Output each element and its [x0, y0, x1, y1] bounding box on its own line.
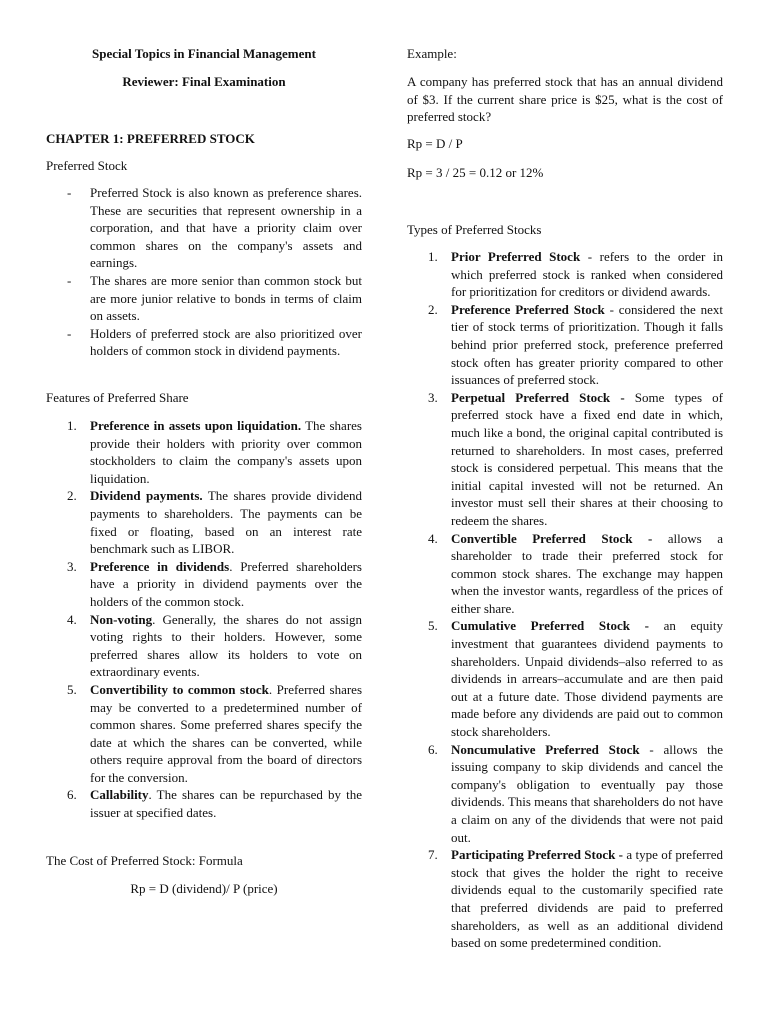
- list-number: 4.: [67, 611, 77, 627]
- list-item: [46, 325, 362, 360]
- feature-description: . Generally, the shares do not assign voting rights to their holders. However, some preferred shares allow its holders to vote on extraordinary events.: [90, 611, 362, 680]
- bullet-text: Holders of preferred stock are also prioritized over holders of common stock in dividend payments.: [90, 325, 362, 359]
- list-item: [46, 272, 362, 325]
- list-item: [407, 846, 723, 952]
- type-term: Noncumulative Preferred Stock: [451, 741, 640, 757]
- list-item: [46, 487, 362, 557]
- type-description: - refers to the order in which preferred stock is ranked when considered for prioritization for creditors or dividend awards.: [451, 249, 723, 300]
- list-item: [46, 786, 362, 821]
- type-description: - allows the issuing company to skip dividends and cancel the company's obligation to eventually pay those dividends. This means that shareholders do not have a claim on any of the dividends that were not paid out.: [451, 741, 723, 845]
- types-list: [407, 248, 723, 952]
- list-item: [407, 617, 723, 740]
- list-item: [407, 389, 723, 530]
- section-heading-types: Types of Preferred Stocks: [407, 222, 542, 237]
- list-number: 6.: [67, 787, 77, 803]
- feature-term: Callability: [90, 787, 149, 803]
- cost-formula: Rp = D (dividend)/ P (price): [130, 881, 278, 896]
- list-number: 5.: [428, 618, 438, 634]
- bullet-marker: -: [67, 325, 72, 341]
- document-subtitle: Reviewer: Final Examination: [122, 74, 286, 89]
- list-number: 5.: [67, 681, 77, 697]
- type-description: a type of preferred stock that gives the holder the right to receive dividends equal to the customarily specified rate that preferred dividends are paid to preferred shareholders, as well as an additional dividend based on some predetermined condition.: [451, 847, 723, 951]
- section-heading-preferred-stock: Preferred Stock: [46, 158, 128, 173]
- type-term: Participating Preferred Stock -: [451, 847, 624, 863]
- features-list: [46, 417, 362, 822]
- list-item: [407, 301, 723, 389]
- feature-term: Preference in dividends: [90, 558, 230, 574]
- list-item: [46, 681, 362, 787]
- preferred-stock-bullets: [46, 184, 362, 360]
- feature-description: . Preferred shares may be converted to a predetermined number of common shares. Some preferred shares specify the date at which the shares can be converted, while others require approval from the board of directors for the conversion.: [90, 681, 362, 785]
- example-formula-solution: Rp = 3 / 25 = 0.12 or 12%: [407, 165, 544, 180]
- feature-term: Dividend payments.: [90, 488, 203, 504]
- list-number: 7.: [428, 847, 438, 863]
- list-number: 6.: [428, 741, 438, 757]
- list-number: 2.: [67, 488, 77, 504]
- chapter-heading: CHAPTER 1: PREFERRED STOCK: [46, 131, 255, 146]
- list-number: 1.: [67, 418, 77, 433]
- type-description: allows a shareholder to trade their preferred stock for common stock shares. The exchange may happen when the investor wants, regardless of the prices of either share.: [451, 530, 724, 616]
- list-number: 3.: [428, 389, 438, 405]
- list-number: 4.: [428, 530, 438, 546]
- section-heading-cost: The Cost of Preferred Stock: Formula: [46, 853, 243, 868]
- example-formula-general: Rp = D / P: [407, 136, 463, 151]
- list-item: [46, 184, 362, 272]
- feature-description: . Preferred shareholders have a priority in dividend payments over the holders of the common stock.: [90, 558, 362, 609]
- example-label: Example:: [407, 46, 457, 61]
- list-item: [407, 248, 723, 301]
- feature-term: Convertibility to common stock: [90, 681, 269, 697]
- bullet-marker: -: [67, 272, 72, 288]
- document-title: Special Topics in Financial Management: [92, 46, 316, 61]
- feature-description: . The shares can be repurchased by the issuer at specified dates.: [90, 787, 362, 821]
- bullet-text: The shares are more senior than common stock but are more junior relative to bonds in terms of claim on assets.: [90, 272, 362, 324]
- bullet-text: Preferred Stock is also known as preference shares. These are securities that represent ownership in a corporation, and that have a priority claim over common shares on the company's assets and earnings.: [90, 185, 362, 271]
- list-item: [46, 558, 362, 611]
- feature-term: Non-voting: [90, 611, 153, 627]
- list-item: [46, 611, 362, 681]
- type-term: Perpetual Preferred Stock -: [451, 389, 625, 405]
- type-description: Some types of preferred stock have a fixed end date in which, much like a bond, the original capital contributed is returned to shareholders. In most cases, preferred stock is considered perpetual. This means that the initial capital invested will not be returned. An investor must sell their shares at their choosing to redeem the shares.: [451, 389, 723, 528]
- list-item: [407, 741, 723, 847]
- example-question: A company has preferred stock that has an annual dividend of $3. If the current share price is $25, what is the cost of preferred stock?: [407, 74, 723, 125]
- list-number: 2.: [428, 301, 438, 317]
- feature-term: Preference in assets upon liquidation.: [90, 418, 302, 433]
- type-term: Preference Preferred Stock: [451, 301, 605, 317]
- type-term: Cumulative Preferred Stock -: [451, 618, 649, 634]
- list-item: [46, 417, 362, 487]
- type-description: an equity investment that guarantees dividend payments to shareholders. Unpaid dividends–also referred to as dividends in arrears–accumulate and are then paid out at a future date. Those dividend payments are made before any dividends are paid out to common stock shareholders.: [451, 618, 723, 740]
- list-number: 3.: [67, 558, 77, 574]
- feature-description: The shares provide dividend payments to shareholders. The payments can be fixed or floating, based on an interest rate benchmark such as LIBOR.: [90, 488, 362, 557]
- type-description: - considered the next tier of stock terms of prioritization. Though it falls behind prior preferred stock, preference preferred stock often has greater priority compared to other issuances of preferred stock.: [451, 301, 723, 388]
- feature-description: The shares provide their holders with priority over common stockholders to claim the company's assets upon liquidation.: [90, 418, 362, 486]
- list-number: 1.: [428, 249, 438, 264]
- type-term: Convertible Preferred Stock -: [451, 530, 653, 546]
- bullet-marker: -: [67, 185, 72, 200]
- type-term: Prior Preferred Stock: [451, 249, 581, 264]
- list-item: [407, 530, 723, 618]
- section-heading-features: Features of Preferred Share: [46, 390, 189, 405]
